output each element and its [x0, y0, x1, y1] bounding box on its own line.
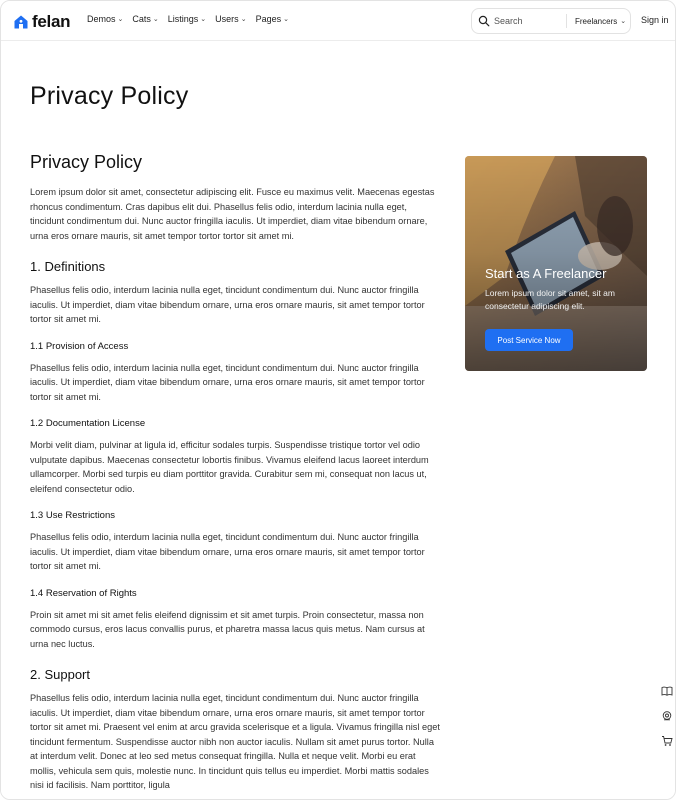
- logo[interactable]: [13, 12, 70, 32]
- nav-label: Cats: [132, 14, 151, 24]
- subsection-text: Morbi velit diam, pulvinar at ligula id, efficitur sodales turpis. Suspendisse tristique tortor vel odio vulputate dapibus. Maecenas consectetur lobortis finibus. Vivamus eleifend lacus laoreet interdum ullamcorper. Morbi sed turpis eu diam porttitor gravida. Curabitur sem mi, consequat non lacus ut, eleifend consectetur odio.: [30, 440, 429, 494]
- nav-item-users[interactable]: [215, 14, 246, 24]
- section-heading: 2. Support: [30, 667, 90, 682]
- chevron-down-icon: ⌄: [620, 18, 627, 25]
- subsection-heading: 1.1 Provision of Access: [30, 340, 129, 352]
- signin-link[interactable]: Sign in: [641, 15, 669, 25]
- subsection-heading: 1.3 Use Restrictions: [30, 510, 116, 521]
- post-service-button[interactable]: Post Service Now: [485, 329, 573, 351]
- category-select-value: Freelancers: [575, 16, 618, 26]
- chevron-down-icon: ⌄: [200, 16, 207, 23]
- search-icon: [478, 15, 490, 27]
- nav-label: Demos: [87, 14, 116, 24]
- category-select[interactable]: [575, 17, 626, 26]
- promo-title: Start as A Freelancer: [485, 266, 607, 281]
- subsection-heading: 1.2 Documentation License: [30, 418, 146, 429]
- subsection-text: Proin sit amet mi sit amet felis eleifend dignissim et sit amet turpis. Proin consectetur, massa non commodo cursus, eros lacus convallis purus, et pharetra massa lacus quis metus. Nam cursus at urna nec luctus.: [30, 609, 425, 649]
- article-intro: Lorem ipsum dolor sit amet, consectetur adipiscing elit. Fusce eu maximus velit. Maecenas egestas rhoncus condimentum. Cras dapibus elit dui. Phasellus felis odio, interdum lacinia nulla eget, tincidunt condimentum dui. Nunc auctor fringilla iaculis. Ut imperdiet, diam vitae bibendum ornare, urna eros ornare mauris, sit amet tempor tortor tortor sit amet mi.: [30, 187, 435, 241]
- subsection-heading: 1.4 Reservation of Rights: [30, 587, 137, 599]
- search-divider: [566, 14, 567, 28]
- nav-item-demos[interactable]: [87, 14, 123, 24]
- chevron-down-icon: ⌄: [283, 16, 289, 23]
- nav-item-pages[interactable]: [256, 14, 289, 24]
- main-content: [1, 42, 675, 800]
- support-icon[interactable]: [661, 710, 673, 722]
- nav-label: Listings: [167, 14, 199, 24]
- chevron-down-icon: ⌄: [240, 16, 247, 23]
- promo-description: Lorem ipsum dolor sit amet, sit am consectetur adipiscing elit.: [485, 288, 615, 311]
- chevron-down-icon: ⌄: [152, 16, 159, 23]
- page-title: Privacy Policy: [30, 82, 189, 110]
- search-input[interactable]: [494, 16, 560, 26]
- book-icon[interactable]: [661, 685, 673, 697]
- nav-label: Users: [215, 14, 239, 24]
- section-heading: 1. Definitions: [30, 259, 106, 274]
- site-header: [1, 1, 675, 41]
- section-text: Phasellus felis odio, interdum lacinia nulla eget, tincidunt condimentum dui. Nunc auctor fringilla iaculis. Ut imperdiet, diam vitae bibendum ornare, urna eros ornare mauris, sit amet tempor tortor tortor sit amet mi.: [30, 285, 425, 324]
- subsection-text: Phasellus felis odio, interdum lacinia nulla eget, tincidunt condimentum dui. Nunc auctor fringilla iaculis. Ut imperdiet, diam vitae bibendum ornare, urna eros ornare mauris, sit amet tempor tortor tortor sit amet mi.: [30, 362, 425, 402]
- logo-text: felan: [32, 12, 71, 31]
- main-nav: [87, 14, 289, 24]
- article-heading: Privacy Policy: [30, 152, 143, 172]
- section-text: Phasellus felis odio, interdum lacinia nulla eget, tincidunt condimentum dui. Nunc auctor fringilla iaculis. Ut imperdiet, diam vitae bibendum ornare, urna eros ornare mauris, sit amet tempor tortor tortor sit amet mi. Praesent vel enim at arcu gravida scelerisque et a ligula. Vivamus fringilla nisl eget tincidunt fermentum. Suspendisse auctor nibh non auctor iaculis. Nullam sit amet purus tortor. Nulla at interdum velit. Donec at leo sed metus consequat fringilla. Nulla et neque velit. Morbi eu erat mollis, vehicula sem quis, molestie nunc. In tincidunt quis tellus eu imperdiet. Morbi mattis sodales nisi id facilisis. Nam porttitor, ligula: [30, 693, 440, 790]
- freelancer-promo-card: [465, 156, 647, 371]
- search-box: [471, 8, 631, 34]
- nav-item-cats[interactable]: [132, 14, 158, 24]
- policy-article: [30, 152, 442, 793]
- floating-toolbar: [657, 681, 676, 753]
- chevron-down-icon: ⌄: [117, 16, 124, 23]
- subsection-text: Phasellus felis odio, interdum lacinia nulla eget, tincidunt condimentum dui. Nunc auctor fringilla iaculis. Ut imperdiet, diam vitae bibendum ornare, urna eros ornare mauris, sit amet tempor tortor tortor sit amet mi.: [30, 532, 425, 571]
- nav-label: Pages: [255, 14, 282, 24]
- house-logo-icon: [13, 14, 29, 30]
- nav-item-listings[interactable]: [168, 14, 206, 24]
- cart-icon[interactable]: [661, 735, 673, 747]
